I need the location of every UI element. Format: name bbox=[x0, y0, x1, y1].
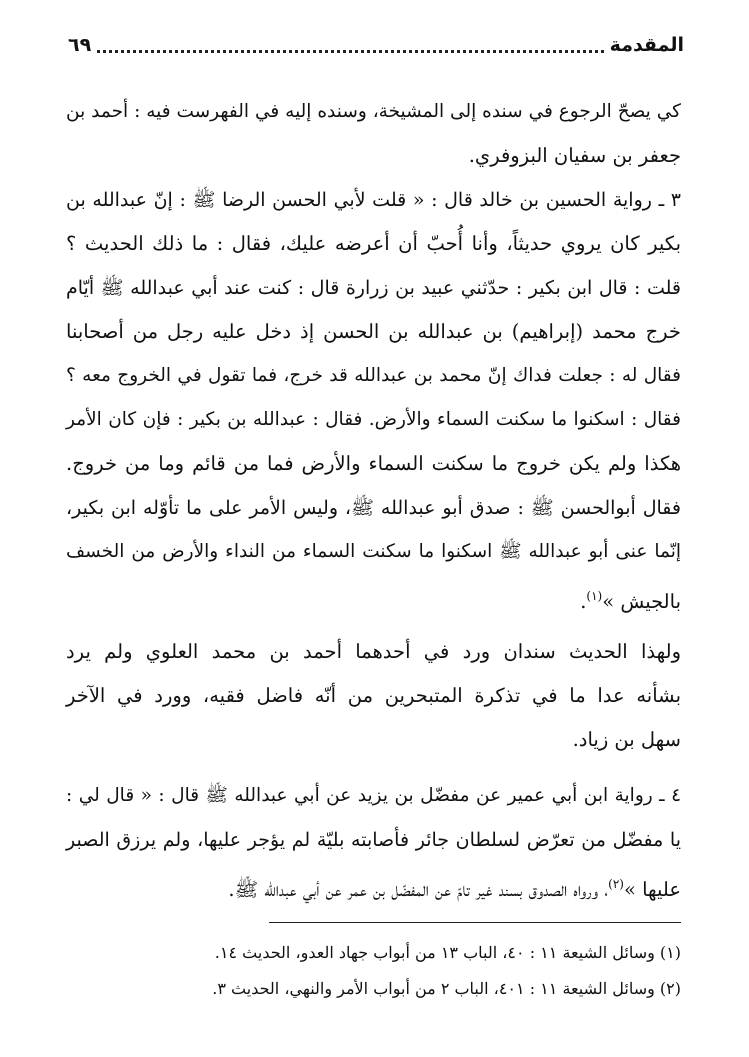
text-line: بكير كان يروي حديثاً، وأنا أُحبّ أن أعرضه عليك، فقال : ما ذلك الحديث ؟ bbox=[66, 232, 681, 255]
text-line: سهل بن زياد. bbox=[572, 728, 681, 751]
footnotes bbox=[66, 935, 681, 1007]
footnote-separator bbox=[269, 922, 681, 923]
text-line: هكذا ولم يكن خروج ما سكنت السماء والأرض فما من قائم وما من خروج. bbox=[66, 452, 681, 475]
text-line: قلت : قال ابن بكير : حدّثني عبيد بن زرارة قال : كنت عند أبي عبدالله ﷺ أيّام bbox=[66, 277, 681, 299]
footnote-ref: (٢) bbox=[608, 877, 624, 891]
running-header bbox=[68, 30, 684, 60]
text-fragment: عليها » bbox=[623, 878, 681, 901]
period: . bbox=[580, 590, 587, 613]
text-line: كي يصحّ الرجوع في سنده إلى المشيخة، وسنده إليه في الفهرست فيه : أحمد بن bbox=[66, 101, 681, 122]
footnote-ref: (١) bbox=[586, 589, 603, 603]
text-line: ٣ ـ رواية الحسين بن خالد قال : « قلت لأبي الحسن الرضا ﷺ : إنّ عبدالله بن bbox=[66, 189, 681, 211]
text-line: خرج محمد (إبراهيم) بن عبدالله بن الحسن إذ دخل عليه رجل من أصحابنا bbox=[66, 320, 681, 343]
text-line bbox=[66, 574, 681, 618]
footnote: (١) وسائل الشيعة ١١ : ٤٠، الباب ١٣ من أبواب جهاد العدو، الحديث ١٤. bbox=[214, 943, 681, 962]
footnote: (٢) وسائل الشيعة ١١ : ٤٠١، الباب ٢ من أبواب الأمر والنهي، الحديث ٣. bbox=[212, 979, 681, 998]
text-line bbox=[66, 862, 681, 906]
text-fragment: بالجيش » bbox=[602, 590, 681, 613]
text-line: فقال أبوالحسن ﷺ : صدق أبو عبدالله ﷺ، وليس الأمر على ما تأوّله ابن بكير، bbox=[66, 497, 681, 519]
text-line: جعفر بن سفيان البزوفري. bbox=[468, 144, 681, 167]
text-line: فقال : اسكنوا ما سكنت السماء والأرض. فقال : عبدالله بن بكير : فإن كان الأمر bbox=[66, 409, 681, 430]
chapter-title: المقدمة bbox=[609, 34, 684, 56]
text-line: ٤ ـ رواية ابن أبي عمير عن مفضّل بن يزيد عن أبي عبدالله ﷺ قال : « قال لي : bbox=[66, 785, 681, 806]
paragraph-gap bbox=[66, 762, 681, 774]
text-line: ولهذا الحديث سندان ورد في أحدهما أحمد بن محمد العلوي ولم يرد bbox=[66, 640, 681, 663]
leader-dots bbox=[97, 50, 603, 53]
text-line: فقال له : جعلت فداك إنّ محمد بن عبدالله قد خرج، فما تقول في الخروج معه ؟ bbox=[66, 365, 681, 386]
paragraph-gap bbox=[66, 618, 681, 630]
text-fragment: ، ورواه الصدوق بسند غير تامّ عن المفضّل بن عمر عن أبي عبدالله ﷺ. bbox=[228, 878, 609, 901]
body-text bbox=[66, 90, 681, 906]
text-line: إنّما عنى أبو عبدالله ﷺ اسكنوا ما سكنت السماء من النداء والأرض من الخسف bbox=[66, 541, 681, 562]
text-line: بشأنه عدا ما في تذكرة المتبحرين من أنّه فاضل فقيه، وورد في الآخر bbox=[66, 684, 681, 707]
page-number: ٦٩ bbox=[68, 34, 92, 56]
text-line: يا مفضّل من تعرّض لسلطان جائر فأصابته بليّة لم يؤجر عليها، ولم يرزق الصبر bbox=[66, 829, 681, 851]
